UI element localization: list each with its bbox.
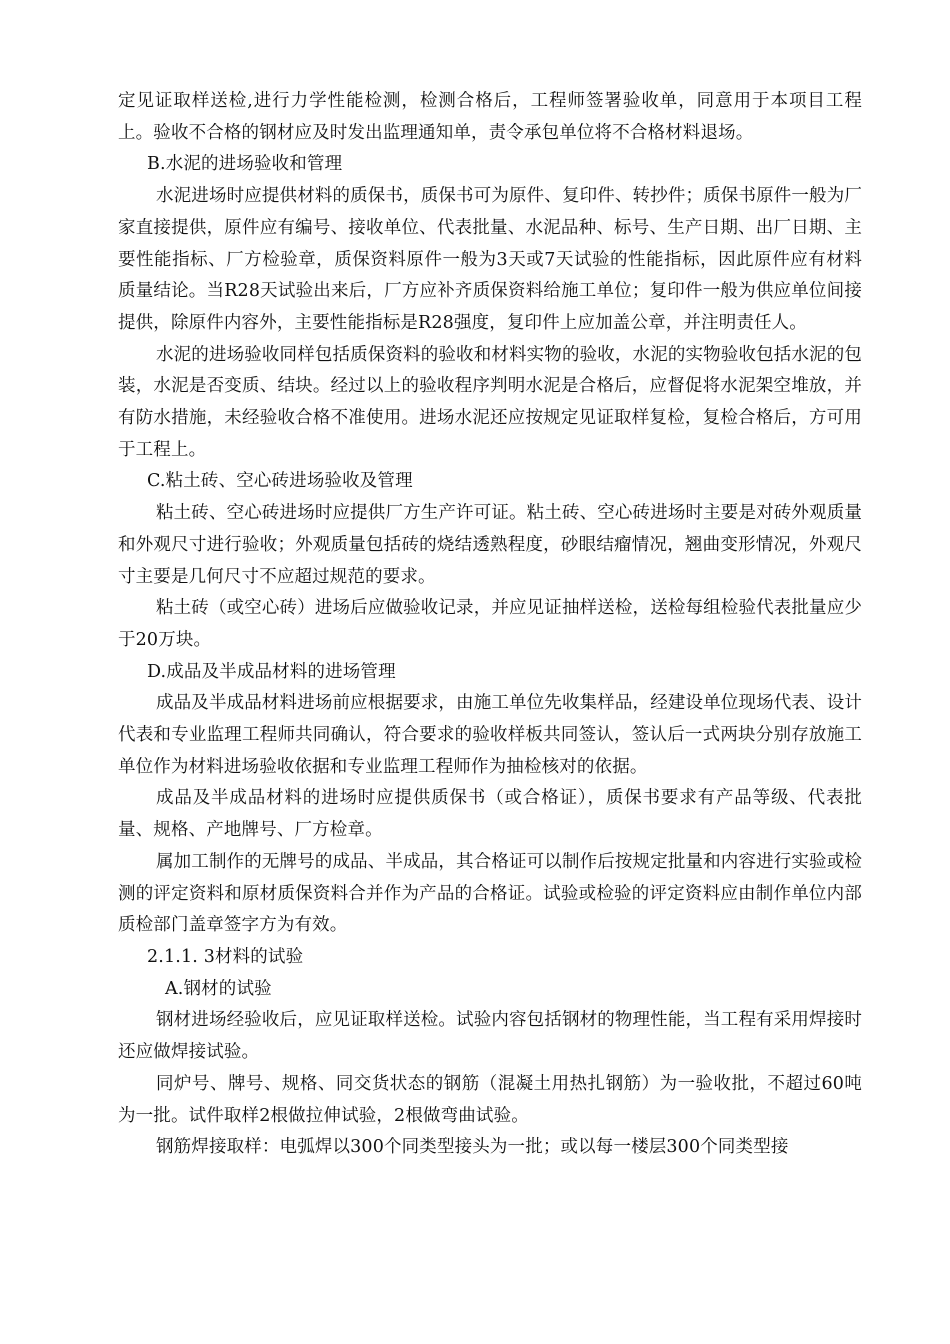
paragraph: 钢筋焊接取样：电弧焊以300个同类型接头为一批；或以每一楼层300个同类型接 bbox=[156, 1137, 789, 1158]
document-body bbox=[118, 86, 862, 1164]
section-heading-material-tests: 2.1.1. 3材料的试验 bbox=[147, 946, 304, 967]
paragraph: 粘土砖（或空心砖）进场后应做验收记录，并应见证抽样送检，送检每组检验代表批量应少于20万块。 bbox=[118, 598, 862, 650]
section-heading-finished-products: D.成品及半成品材料的进场管理 bbox=[147, 661, 396, 682]
paragraph: 水泥进场时应提供材料的质保书，质保书可为原件、复印件、转抄件；质保书原件一般为厂家直接提供，原件应有编号、接收单位、代表批量、水泥品种、标号、生产日期、出厂日期、主要性能指标、厂方检验章，质保资料原件一般为3天或7天试验的性能指标，因此原件应有材料质量结论。当R28天试验出来后，厂方应补齐质保资料给施工单位；复印件一般为供应单位间接提供，除原件内容外，主要性能指标是R28强度，复印件上应加盖公章，并注明责任人。 bbox=[118, 186, 862, 333]
paragraph: 成品及半成品材料的进场时应提供质保书（或合格证），质保书要求有产品等级、代表批量、规格、产地牌号、厂方检章。 bbox=[118, 788, 862, 841]
paragraph: 属加工制作的无牌号的成品、半成品，其合格证可以制作后按规定批量和内容进行实验或检测的评定资料和原材质保资料合并作为产品的合格证。试验或检验的评定资料应由制作单位内部质检部门盖章签字方为有效。 bbox=[118, 851, 862, 936]
paragraph: 钢材进场经验收后，应见证取样送检。试验内容包括钢材的物理性能，当工程有采用焊接时还应做焊接试验。 bbox=[118, 1010, 862, 1063]
paragraph: 同炉号、牌号、规格、同交货状态的钢筋（混凝土用热扎钢筋）为一验收批，不超过60吨为一批。试件取样2根做拉伸试验，2根做弯曲试验。 bbox=[118, 1073, 862, 1126]
section-heading-bricks: C.粘土砖、空心砖进场验收及管理 bbox=[147, 471, 413, 492]
subsection-heading-steel-tests: A.钢材的试验 bbox=[165, 978, 272, 999]
paragraph: 粘土砖、空心砖进场时应提供厂方生产许可证。粘土砖、空心砖进场时主要是对砖外观质量和外观尺寸进行验收；外观质量包括砖的烧结透熟程度，砂眼结瘤情况，翘曲变形情况，外观尺寸主要是几何尺寸不应超过规范的要求。 bbox=[118, 503, 862, 587]
paragraph-continuation: 定见证取样送检,进行力学性能检测，检测合格后，工程师签署验收单，同意用于本项目工程上。验收不合格的钢材应及时发出监理通知单，责令承包单位将不合格材料退场。 bbox=[118, 91, 862, 143]
paragraph: 水泥的进场验收同样包括质保资料的验收和材料实物的验收，水泥的实物验收包括水泥的包装，水泥是否变质、结块。经过以上的验收程序判明水泥是合格后，应督促将水泥架空堆放，并有防水措施，未经验收合格不准使用。进场水泥还应按规定见证取样复检，复检合格后，方可用于工程上。 bbox=[118, 344, 862, 460]
paragraph: 成品及半成品材料进场前应根据要求，由施工单位先收集样品，经建设单位现场代表、设计代表和专业监理工程师共同确认，符合要求的验收样板共同签认，签认后一式两块分别存放施工单位作为材料进场验收依据和专业监理工程师作为抽检核对的依据。 bbox=[118, 693, 862, 777]
section-heading-cement: B.水泥的进场验收和管理 bbox=[147, 154, 343, 175]
